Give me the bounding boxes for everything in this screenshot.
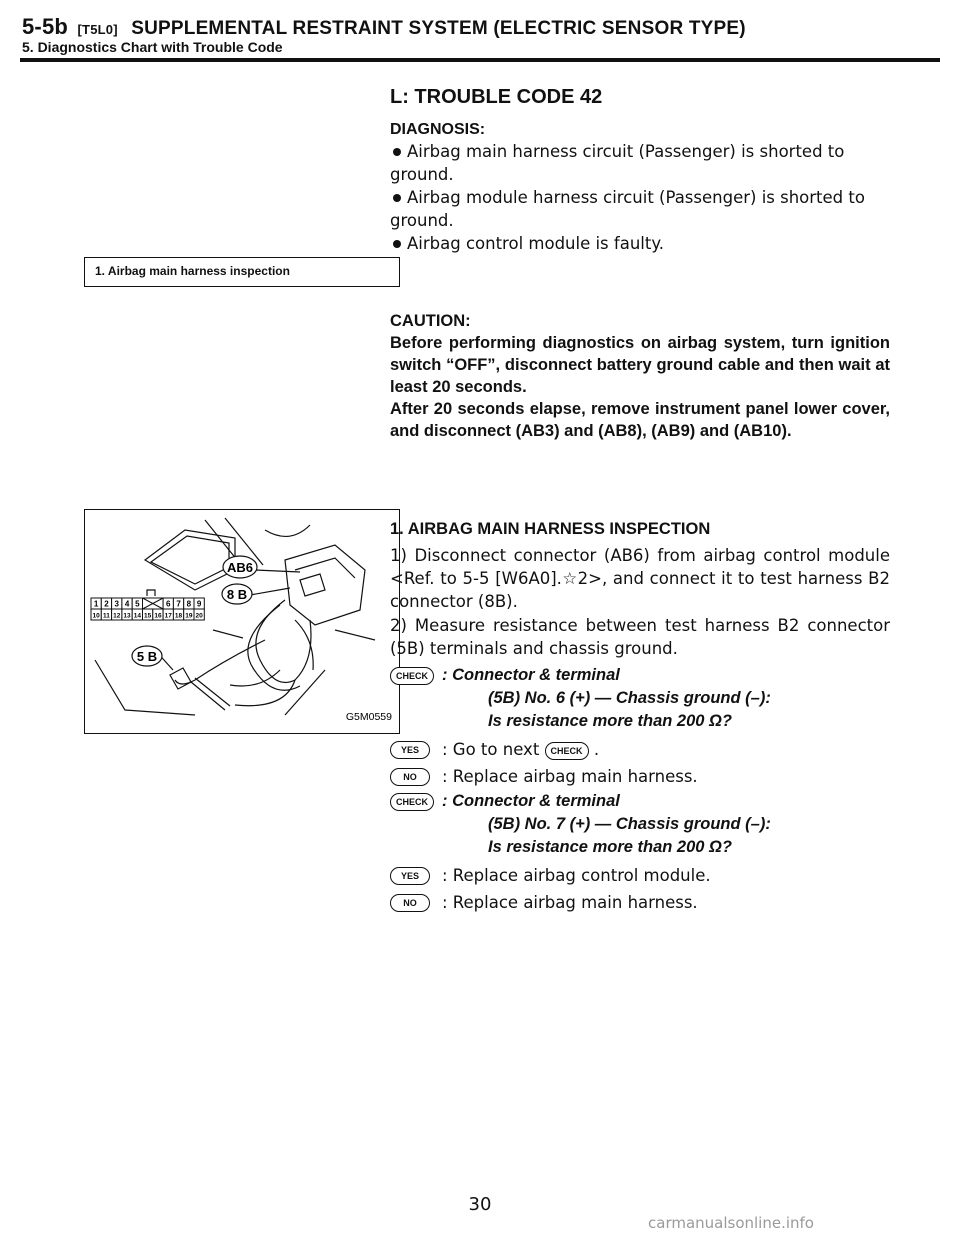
callout-8b: 8 B	[226, 587, 248, 602]
trouble-code-heading: L: TROUBLE CODE 42	[390, 86, 603, 108]
page-header	[22, 14, 746, 40]
flow-step-box: 1. Airbag main harness inspection	[84, 257, 400, 287]
pin-number: 7	[176, 599, 181, 609]
pin-number: 17	[164, 612, 172, 620]
yes-row-2	[390, 864, 890, 887]
yes-2-text: : Replace airbag control module.	[442, 866, 711, 885]
figure-id: G5M0559	[345, 711, 392, 723]
diagnosis-list	[390, 140, 890, 255]
no-badge: NO	[390, 894, 430, 912]
page-number: 30	[468, 1194, 492, 1215]
harness-illustration	[85, 510, 398, 732]
step-instruction-2: 2) Measure resistance between test harness B2 connector (5B) terminals and chassis ground.	[390, 616, 890, 658]
callout-5b: 5 B	[136, 649, 158, 664]
caution-block	[390, 310, 890, 442]
check-badge: CHECK	[390, 793, 434, 811]
check-row-1	[390, 664, 890, 687]
check-1-line2: (5B) No. 6 (+) — Chassis ground (–):	[488, 689, 771, 707]
bullet-icon	[393, 240, 401, 248]
pin-number: 1	[93, 599, 99, 609]
step-body	[390, 544, 890, 914]
yes-row-1: YES : Go to next CHECK .	[390, 738, 890, 761]
no-1-text: : Replace airbag main harness.	[442, 767, 698, 786]
callout-ab6: AB6	[226, 560, 254, 575]
yes-1-text: : Go to next	[442, 740, 540, 759]
no-row-2	[390, 891, 890, 914]
caution-text-1: Before performing diagnostics on airbag system, turn ignition switch “OFF”, disconnect battery ground cable and then wait at least 20 seconds.	[390, 334, 890, 396]
section-code: [T5L0]	[77, 22, 118, 37]
yes-badge: YES	[390, 741, 430, 759]
pin-number: 14	[133, 612, 141, 620]
diagnosis-item: Airbag main harness circuit (Passenger) is shorted to ground.	[390, 142, 845, 184]
step-title: 1. AIRBAG MAIN HARNESS INSPECTION	[390, 520, 711, 538]
yes-badge: YES	[390, 867, 430, 885]
bullet-icon	[393, 194, 401, 202]
check-2-line3: Is resistance more than 200 Ω?	[488, 838, 732, 856]
step-instruction-1: 1) Disconnect connector (AB6) from airbag control module <Ref. to 5-5 [W6A0].☆2>, and connect it to test harness B2 connector (8B).	[390, 546, 890, 611]
pin-number: 15	[144, 612, 152, 620]
diagnosis-item: Airbag control module is faulty.	[390, 232, 890, 255]
check-2-line2: (5B) No. 7 (+) — Chassis ground (–):	[488, 815, 771, 833]
diagnosis-label: DIAGNOSIS:	[390, 121, 486, 138]
pin-number: 3	[114, 599, 119, 609]
diagnosis-item: Airbag module harness circuit (Passenger) is shorted to ground.	[390, 188, 865, 230]
pin-number: 9	[196, 599, 202, 609]
no-row-1	[390, 765, 890, 788]
check-badge: CHECK	[390, 667, 434, 685]
pin-number: 16	[154, 612, 162, 620]
watermark: carmanualsonline.info	[648, 1214, 814, 1232]
pin-number: 20	[195, 612, 203, 620]
pin-number: 10	[92, 612, 100, 620]
pin-layout-grid	[91, 598, 204, 620]
pin-number: 19	[185, 612, 193, 620]
pin-number: 12	[113, 612, 121, 620]
check-1-line1: : Connector & terminal	[442, 666, 620, 684]
check-row-2	[390, 790, 890, 813]
header-rule	[20, 58, 940, 62]
pin-number: 13	[123, 612, 131, 620]
no-badge: NO	[390, 768, 430, 786]
pin-number: 6	[166, 599, 171, 609]
check-2-line1: : Connector & terminal	[442, 792, 620, 810]
connector-figure	[84, 509, 400, 734]
section-number: 5-5b	[22, 14, 69, 39]
check-badge-inline: CHECK	[545, 742, 589, 760]
pin-number: 11	[103, 612, 110, 620]
pin-number: 18	[174, 612, 183, 620]
pin-number: 8	[186, 599, 192, 609]
caution-label: CAUTION:	[390, 312, 471, 330]
pin-number: 5	[135, 599, 140, 609]
check-1-line3: Is resistance more than 200 Ω?	[488, 712, 732, 730]
page-subtitle: 5. Diagnostics Chart with Trouble Code	[22, 39, 283, 55]
no-2-text: : Replace airbag main harness.	[442, 893, 698, 912]
pin-number: 4	[124, 599, 130, 609]
bullet-icon	[393, 148, 401, 156]
pin-number: 2	[104, 599, 109, 609]
caution-text-2: After 20 seconds elapse, remove instrument panel lower cover, and disconnect (AB3) and (AB8), (AB9) and (AB10).	[390, 400, 890, 440]
section-title: SUPPLEMENTAL RESTRAINT SYSTEM (ELECTRIC SENSOR TYPE)	[131, 18, 746, 39]
